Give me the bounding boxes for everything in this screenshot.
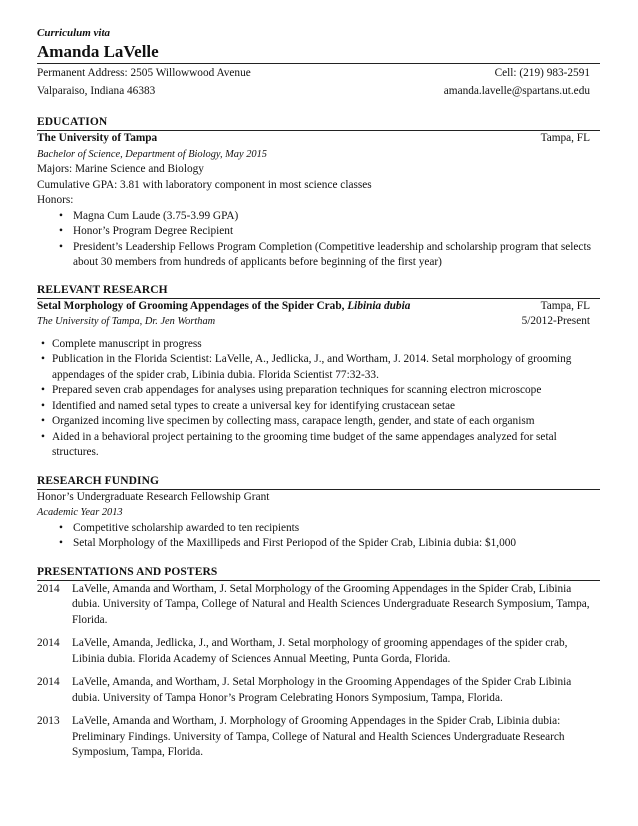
research-list — [37, 337, 600, 461]
presentations-heading: PRESENTATIONS AND POSTERS — [37, 565, 218, 578]
presentation-text: LaVelle, Amanda and Wortham, J. Morphology of Grooming Appendages in the Spider Crab, Libinia dubia: Preliminary Findings. University of Tampa, College of Natural and Health Sciences Undergraduate Research Symposium, Tampa, Florida. — [72, 715, 565, 758]
presentations-section — [37, 565, 600, 761]
research-dates: 5/2012-Present — [521, 315, 590, 327]
list-item: • Setal Morphology of the Maxillipeds and First Periopod of the Spider Crab, Libinia dubia: $1,000 — [37, 536, 600, 552]
cv-label: Curriculum vita — [37, 27, 111, 39]
presentation-year: 2013 — [37, 715, 60, 727]
candidate-name: Amanda LaVelle — [37, 42, 159, 61]
cell-phone: Cell: (219) 983-2591 — [494, 67, 590, 79]
contact-block — [37, 65, 600, 100]
list-item: • Prepared seven crab appendages for analyses using preparation techniques for scanning electron microscope — [37, 383, 600, 399]
honors-label: Honors: — [37, 194, 74, 206]
address-line-1: Permanent Address: 2505 Willowwood Avenue — [37, 67, 251, 79]
presentation-year: 2014 — [37, 582, 60, 595]
header-rule — [37, 63, 600, 64]
education-section — [37, 115, 600, 271]
majors-line: Majors: Marine Science and Biology — [37, 163, 204, 175]
list-item: • President’s Leadership Fellows Program Completion (Competitive leadership and scholarship program that selects about 30 members from hundreds of applicants before beginning of the first year) — [37, 240, 600, 271]
grant-year: Academic Year 2013 — [37, 507, 123, 518]
research-section — [37, 283, 600, 461]
funding-section — [37, 474, 600, 552]
presentation-entry — [37, 714, 600, 761]
research-location: Tampa, FL — [540, 299, 590, 312]
list-item: • Publication in the Florida Scientist: LaVelle, A., Jedlicka, J., and Wortham, J. 2014. Setal morphology of grooming appendages of the spider crab, Libinia dubia. Florida Scientist 77:32-33. — [37, 352, 600, 383]
list-item: • Honor’s Program Degree Recipient — [37, 224, 600, 240]
education-heading: EDUCATION — [37, 116, 108, 128]
school-location: Tampa, FL — [540, 132, 590, 144]
presentation-text: LaVelle, Amanda, and Wortham, J. Setal Morphology in the Grooming Appendages of the Spider Crab Libinia dubia. University of Tampa Honor’s Program Celebrating Honors Symposium, Tampa, Florida. — [72, 676, 572, 704]
list-item: • Identified and named setal types to create a universal key for identifying crustacean setae — [37, 399, 600, 415]
presentation-entry — [37, 636, 600, 667]
presentation-year: 2014 — [37, 676, 60, 688]
list-item: • Complete manuscript in progress — [37, 337, 600, 353]
research-institution: The University of Tampa, Dr. Jen Wortham — [37, 316, 216, 327]
presentation-text: LaVelle, Amanda, Jedlicka, J., and Wortham, J. Setal morphology of grooming appendages of the spider crab, Libinia dubia. Florida Academy of Sciences Annual Meeting, Punta Gorda, Florida. — [72, 637, 568, 665]
grant-name: Honor’s Undergraduate Research Fellowship Grant — [37, 490, 270, 503]
presentation-entry — [37, 582, 600, 629]
project-species: Libinia dubia — [347, 299, 411, 312]
presentation-text: LaVelle, Amanda and Wortham, J. Setal Morphology of the Grooming Appendages in the Spider Crab, Libinia dubia. University of Tampa, College of Natural and Health Sciences Undergraduate Research Symposium, Tampa, Florida. — [72, 582, 590, 626]
list-item: • Magna Cum Laude (3.75-3.99 GPA) — [37, 209, 600, 225]
funding-heading: RESEARCH FUNDING — [37, 474, 160, 487]
presentation-year: 2014 — [37, 637, 60, 649]
email-address: amanda.lavelle@spartans.ut.edu — [443, 84, 590, 97]
list-item: • Aided in a behavioral project pertaining to the grooming time budget of the same appendages analyzed for setal structures. — [37, 430, 600, 461]
list-item: • Organized incoming live specimen by collecting mass, carapace length, gender, and state of each organism — [37, 414, 600, 430]
honors-list — [37, 209, 600, 271]
presentation-entry — [37, 675, 600, 706]
research-project-title — [37, 299, 410, 315]
degree-line: Bachelor of Science, Department of Biology, May 2015 — [37, 148, 267, 160]
school-name: The University of Tampa — [37, 132, 158, 144]
presentations-rule — [37, 580, 600, 581]
list-item: • Competitive scholarship awarded to ten recipients — [37, 521, 600, 537]
research-heading: RELEVANT RESEARCH — [37, 283, 168, 296]
project-title-text: Setal Morphology of Grooming Appendages of the Spider Crab, — [37, 299, 348, 312]
address-line-2: Valparaiso, Indiana 46383 — [37, 84, 156, 97]
gpa-line: Cumulative GPA: 3.81 with laboratory component in most science classes — [37, 178, 372, 191]
funding-list — [37, 521, 600, 552]
